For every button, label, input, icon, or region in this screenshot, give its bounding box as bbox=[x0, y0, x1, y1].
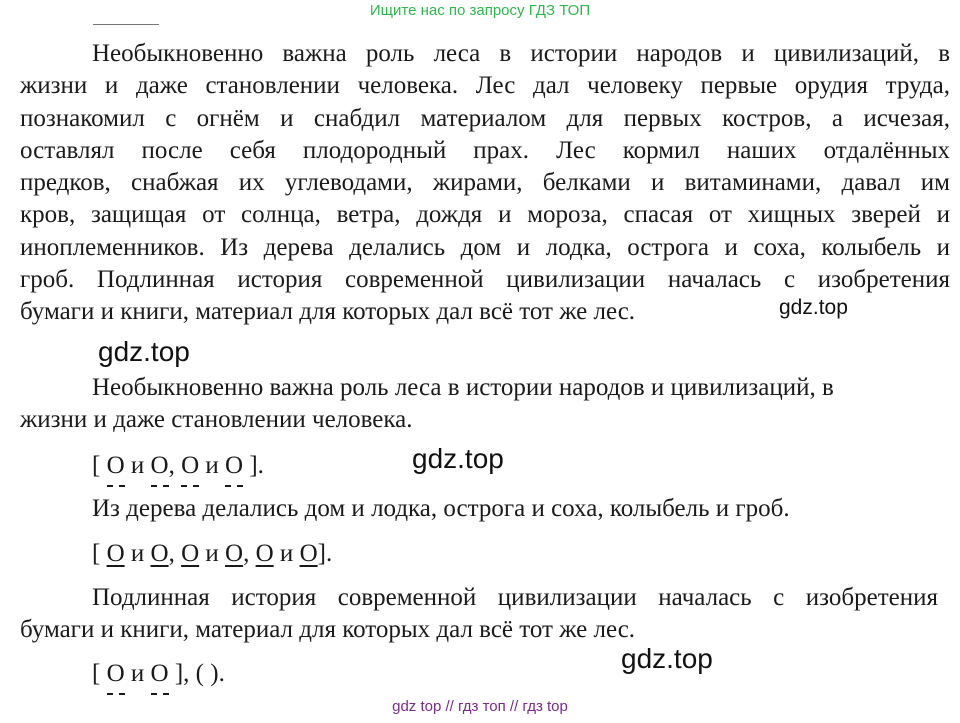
paragraph-line: оставлял после себя плодородный прах. Лес кормил наших отдалённых bbox=[20, 136, 950, 164]
subject-marker: О bbox=[225, 450, 243, 482]
watermark: gdz.top bbox=[412, 443, 504, 474]
subject-marker: О bbox=[107, 450, 125, 482]
subject-marker: О bbox=[107, 658, 125, 690]
sentence-line: Необыкновенно важна роль леса в истории народов и цивилизаций, в bbox=[92, 374, 834, 401]
paragraph-line: познакомил с огнём и снабдил материалом для первых костров, а исчезая, bbox=[20, 104, 950, 132]
analysis-sentence-1 bbox=[20, 372, 834, 437]
watermark: gdz.top bbox=[621, 643, 713, 674]
paragraph-line: гроб. Подлинная история современной цивилизации началась с изобретения bbox=[20, 266, 950, 294]
footer-banner: gdz top // гдз топ // гдз top bbox=[392, 698, 568, 715]
subject-marker: О bbox=[151, 658, 169, 690]
subject-marker: О bbox=[151, 450, 169, 482]
subject-marker: О bbox=[106, 540, 125, 567]
sentence-line: бумаги и книги, материал для которых дал всё тот же лес. bbox=[20, 616, 636, 644]
top-search-banner: Ищите нас по запросу ГДЗ ТОП bbox=[369, 2, 591, 19]
paragraph-line: бумаги и книги, материал для которых дал всё тот же лес. bbox=[20, 298, 636, 326]
analysis-sentence-3 bbox=[20, 582, 938, 647]
subject-marker: О bbox=[255, 540, 274, 567]
header-divider bbox=[93, 24, 159, 25]
sentence-line: жизни и даже становлении человека. bbox=[20, 406, 413, 434]
watermark: gdz.top bbox=[779, 296, 848, 319]
analysis-sentence-2: Из дерева делались дом и лодка, острога и соха, колыбель и гроб. bbox=[92, 495, 790, 522]
paragraph-line: кров, защищая от солнца, ветра, дождя и мороза, спасая от хищных зверей и bbox=[20, 201, 950, 229]
watermark: gdz.top bbox=[98, 336, 190, 367]
subject-marker: О bbox=[299, 540, 318, 567]
paragraph-line: жизни и даже становлении человека. Лес дал человеку первые орудия труда, bbox=[20, 72, 950, 100]
sentence-line: Подлинная история современной цивилизации началась с изобретения bbox=[92, 584, 938, 611]
subject-marker: О bbox=[150, 540, 169, 567]
paragraph-line: предков, снабжая их углеводами, жирами, белками и витаминами, давал им bbox=[20, 169, 950, 197]
sentence-2-scheme: [ О и О, О и О, О и О]. bbox=[92, 540, 333, 567]
subject-marker: О bbox=[181, 540, 200, 567]
source-paragraph bbox=[20, 38, 950, 329]
paragraph-line: иноплеменников. Из дерева делались дом и лодка, острога и соха, колыбель и bbox=[20, 233, 950, 261]
sentence-1-scheme: [ О и О, О и О ]. bbox=[92, 450, 264, 482]
sentence-3-scheme: [ О и О ], ( ). bbox=[92, 658, 225, 690]
paragraph-line: Необыкновенно важна роль леса в истории народов и цивилизаций, в bbox=[92, 40, 950, 67]
subject-marker: О bbox=[181, 450, 199, 482]
subject-marker: О bbox=[225, 540, 244, 567]
